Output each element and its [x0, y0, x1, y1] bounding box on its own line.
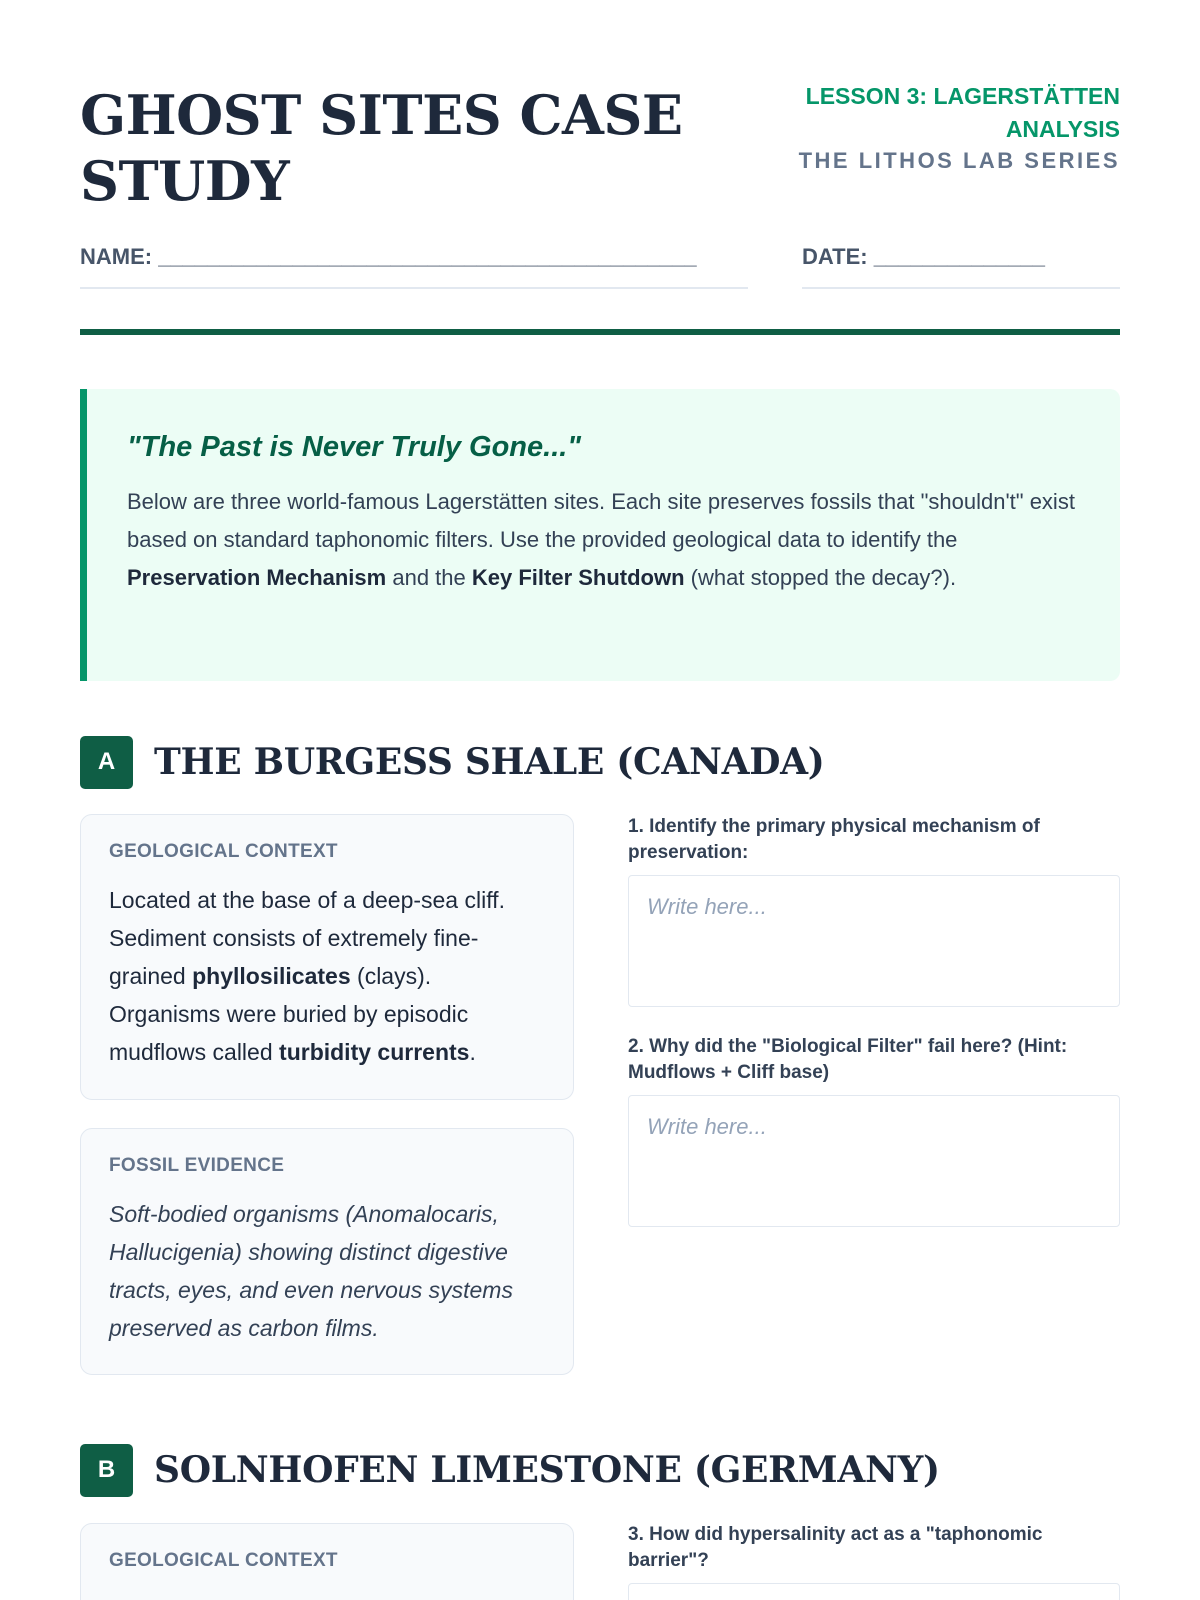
geological-context-card: [80, 1523, 574, 1600]
question-block: [628, 1522, 1120, 1600]
intro-text: and the: [386, 565, 472, 590]
answer-textbox[interactable]: Write here...: [628, 875, 1120, 1007]
question-block: [628, 1034, 1120, 1227]
card-text: Soft-bodied organisms (Anomalocaris, Hallucigenia) showing distinct digestive tracts, eyes, and even nervous systems preserved as carbon films.: [109, 1201, 513, 1341]
question-block: [628, 814, 1120, 1007]
header-divider: [80, 329, 1120, 335]
card-text-part: (clays). Organisms were buried by episodic mudflows called: [109, 963, 469, 1065]
intro-text: Below are three world-famous Lagerstätten sites. Each site preserves fossils that "shouldn't" exist based on standard taphonomic filters. Use the provided geological data to identify the: [127, 489, 1075, 552]
section-badge: B: [80, 1444, 133, 1497]
card-label: GEOLOGICAL CONTEXT: [109, 1550, 338, 1571]
worksheet-header: [80, 0, 1120, 230]
date-field[interactable]: DATE: ______________: [802, 240, 1120, 289]
lesson-label: LESSON 3: LAGERSTÄTTEN ANALYSIS: [805, 83, 1120, 142]
card-text: [109, 881, 545, 1071]
card-text-part: .: [469, 1039, 476, 1065]
intro-body: [127, 483, 1080, 597]
section-b-heading: [80, 1442, 940, 1498]
fossil-evidence-card: [80, 1128, 574, 1375]
card-text-bold: turbidity currents: [279, 1039, 470, 1065]
geological-context-card: [80, 814, 574, 1100]
section-a-heading: [80, 734, 825, 790]
intro-callout: [80, 389, 1120, 681]
section-badge: A: [80, 736, 133, 789]
section-title: THE BURGESS SHALE (CANADA): [154, 741, 825, 783]
intro-bold-mechanism: Preservation Mechanism: [127, 565, 387, 590]
worksheet-page: [80, 0, 1120, 1571]
card-label: GEOLOGICAL CONTEXT: [109, 841, 338, 862]
intro-quote: "The Past is Never Truly Gone...": [127, 431, 582, 463]
answer-textbox[interactable]: Write here...: [628, 1095, 1120, 1227]
page-title: GHOST SITES CASE STUDY: [80, 83, 683, 213]
question-label: 2. Why did the "Biological Filter" fail here? (Hint: Mudflows + Cliff base): [628, 1036, 1068, 1083]
question-label: 3. How did hypersalinity act as a "taphonomic barrier"?: [628, 1524, 1043, 1571]
card-label: FOSSIL EVIDENCE: [109, 1155, 285, 1176]
card-text-part: Located at the base of a deep-sea cliff. Sediment consists of extremely fine-grained: [109, 887, 505, 989]
question-label: 1. Identify the primary physical mechanism of preservation:: [628, 816, 1040, 863]
answer-textbox[interactable]: [628, 1583, 1120, 1600]
intro-text: (what stopped the decay?).: [684, 565, 957, 590]
name-field[interactable]: NAME: ____________________________________________: [80, 240, 748, 289]
intro-bold-filter: Key Filter Shutdown: [471, 565, 685, 590]
student-info-fields: [80, 240, 1120, 290]
card-text-bold: phyllosilicates: [192, 963, 351, 989]
series-label: THE LITHOS LAB SERIES: [798, 148, 1120, 173]
section-title: SOLNHOFEN LIMESTONE (GERMANY): [154, 1449, 940, 1491]
